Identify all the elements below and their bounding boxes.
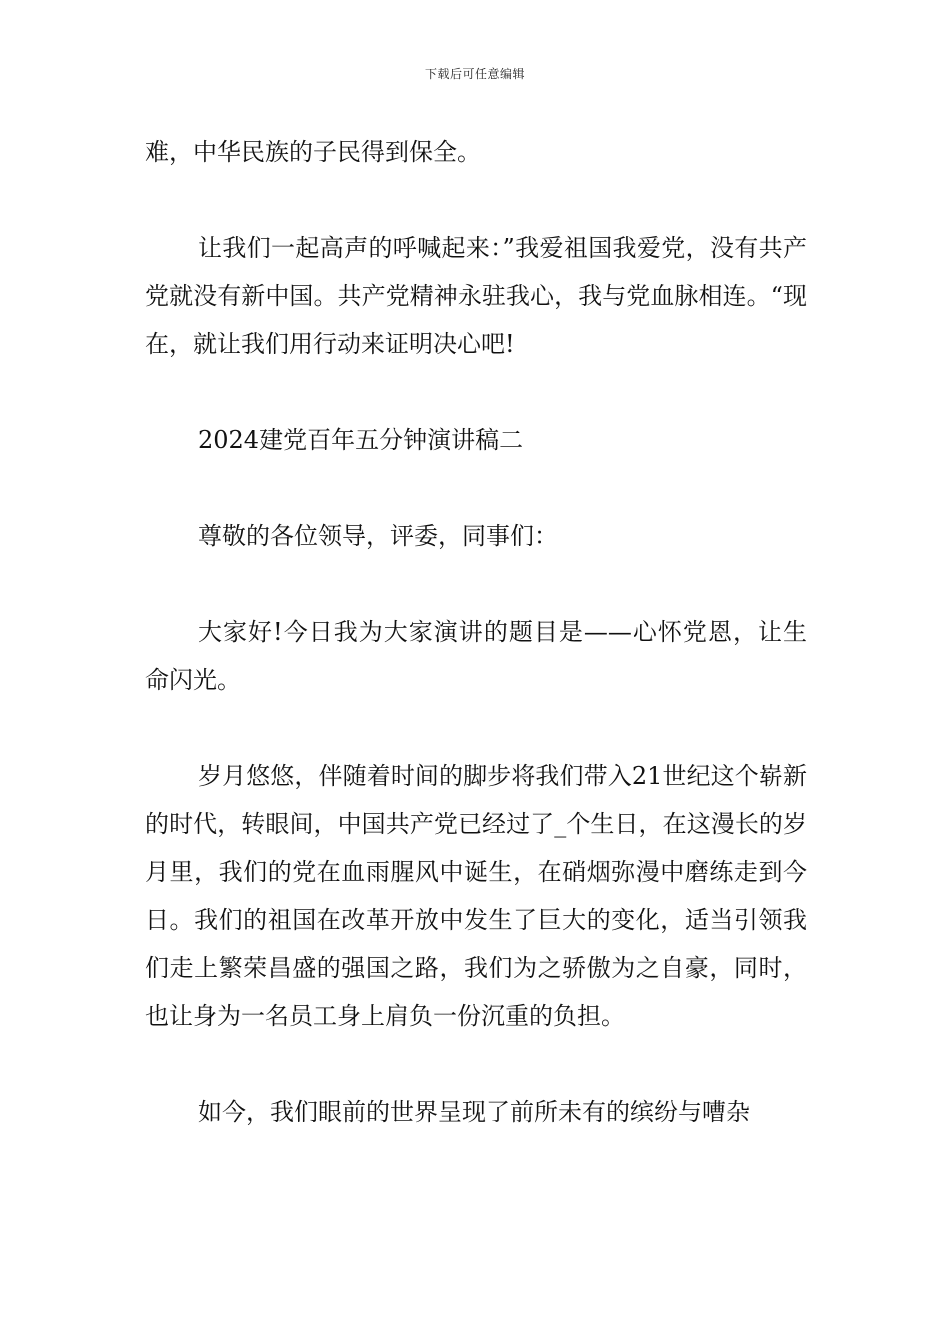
paragraph-gap (145, 704, 807, 752)
paragraph-slogan: 让我们一起高声的呼喊起来：”我爱祖国我爱党，没有共产党就没有新中国。共产党精神永驻我心，我与党血脉相连。“现在，就让我们用行动来证明决心吧! (145, 234, 807, 358)
salutation: 尊敬的各位领导，评委，同事们： (198, 522, 558, 550)
header-note: 下载后可任意编辑 (424, 67, 525, 81)
paragraph-years: 岁月悠悠，伴随着时间的脚步将我们带入21世纪这个崭新的时代，转眼间，中国共产党已经过了_个生日，在这漫长的岁月里，我们的党在血雨腥风中诞生，在硝烟弥漫中磨练走到今日。我们的祖国在改革开放中发生了巨大的变化，适当引领我们走上繁荣昌盛的强国之路，我们为之骄傲为之自豪，同时，也让身为一名员工身上肩负一份沉重的负担。 (145, 762, 807, 1030)
paragraph-gap (145, 176, 807, 224)
paragraph-gap (145, 1040, 807, 1088)
paragraph-continuation: 难，中华民族的子民得到保全。 (145, 138, 481, 166)
document-body (145, 128, 807, 1136)
paragraph-greeting: 大家好!今日我为大家演讲的题目是——心怀党恩，让生命闪光。 (145, 618, 807, 694)
paragraph-gap (145, 560, 807, 608)
paragraph-today: 如今，我们眼前的世界呈现了前所未有的缤纷与嘈杂 (198, 1098, 750, 1126)
paragraph-gap (145, 368, 807, 416)
paragraph-gap (145, 464, 807, 512)
speech-title: 2024建党百年五分钟演讲稿二 (198, 426, 524, 454)
